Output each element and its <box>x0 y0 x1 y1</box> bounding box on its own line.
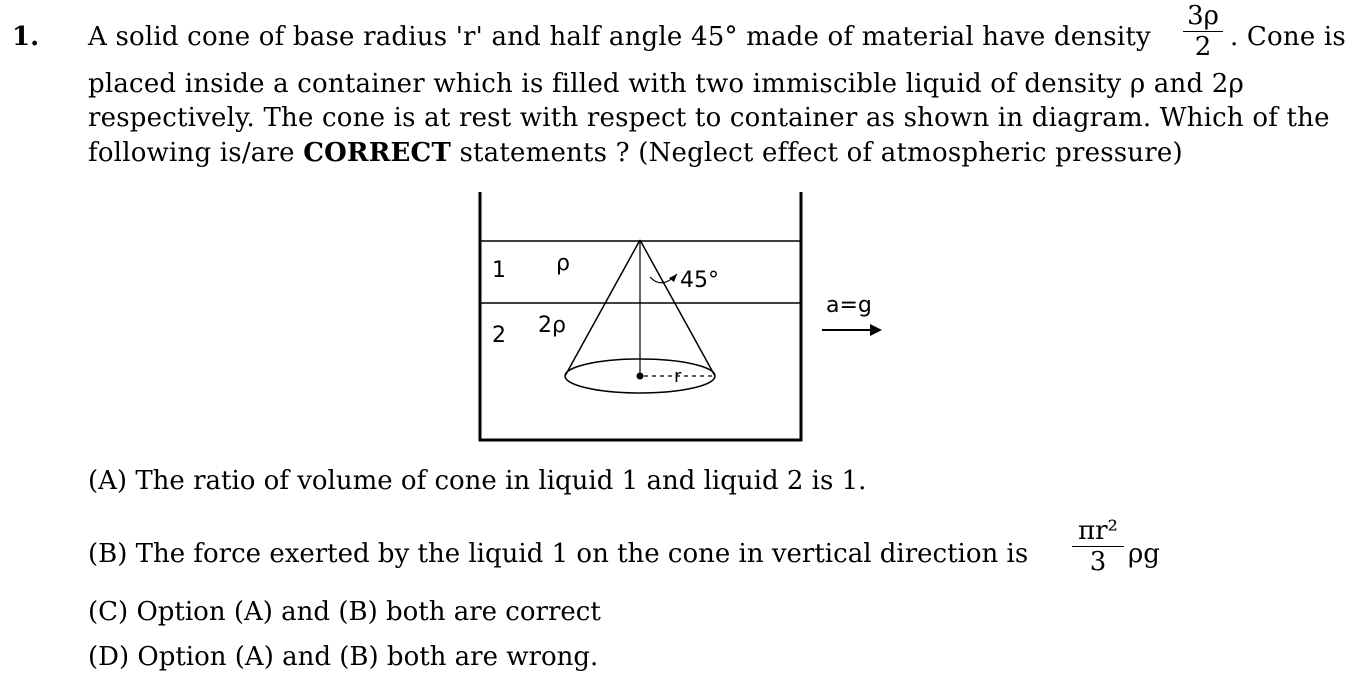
fraction-numerator: πr² <box>1078 516 1118 546</box>
force-fraction <box>1072 517 1124 576</box>
liquid-1-label: 1 <box>492 258 506 283</box>
question-text: statements ? (Neglect effect of atmospheric pressure) <box>451 138 1183 168</box>
question-text: . Cone is <box>1230 22 1346 52</box>
question-line-1-end <box>1230 22 1346 52</box>
question-line-1 <box>88 22 1151 52</box>
angle-arrowhead <box>669 274 677 282</box>
emphasis-text: CORRECT <box>303 138 452 168</box>
option-b-text: (B) The force exerted by the liquid 1 on the cone in vertical direction is <box>88 539 1029 569</box>
option-b-tail: ρg <box>1128 539 1160 569</box>
question-number: 1. <box>12 22 40 52</box>
option-c: (C) Option (A) and (B) both are correct <box>88 597 601 627</box>
question-line-4 <box>88 138 1183 168</box>
base-center-dot <box>637 373 644 380</box>
question-text: A solid cone of base radius 'r' and half angle 45° made of material have density <box>88 22 1151 52</box>
acceleration-arrowhead <box>870 324 882 336</box>
fraction-denominator: 3 <box>1089 547 1107 577</box>
density-fraction <box>1183 2 1223 61</box>
option-d: (D) Option (A) and (B) both are wrong. <box>88 642 599 672</box>
cone-container-diagram <box>470 186 900 451</box>
liquid-1-density: ρ <box>556 251 570 276</box>
cone-left-edge <box>565 240 640 376</box>
question-line-2: placed inside a container which is filled with two immiscible liquid of density ρ and 2ρ <box>88 69 1244 99</box>
question-text: following is/are <box>88 138 304 168</box>
cone-right-edge <box>640 240 715 376</box>
fraction-numerator: 3ρ <box>1187 1 1219 31</box>
liquid-2-density: 2ρ <box>538 313 566 338</box>
option-a: (A) The ratio of volume of cone in liquid 1 and liquid 2 is 1. <box>88 466 867 496</box>
angle-label: 45° <box>680 268 719 293</box>
question-line-3: respectively. The cone is at rest with respect to container as shown in diagram. Which of the <box>88 103 1330 133</box>
liquid-2-label: 2 <box>492 323 506 348</box>
acceleration-label: a=g <box>826 293 872 318</box>
fraction-denominator: 2 <box>1194 32 1212 62</box>
radius-label: r <box>674 366 682 387</box>
option-b <box>88 539 1028 569</box>
